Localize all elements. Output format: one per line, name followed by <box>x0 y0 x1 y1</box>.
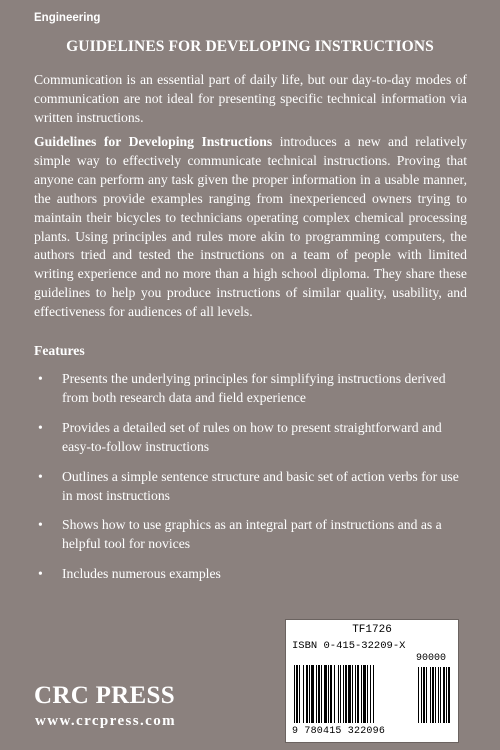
barcode-bar <box>334 665 335 723</box>
feature-text: Outlines a simple sentence structure and basic set of action verbs for use in most instructions <box>62 468 459 503</box>
barcode-bar <box>303 665 304 723</box>
barcode-bar <box>367 665 368 723</box>
barcode-addon-bar <box>426 667 427 723</box>
barcode-addon-bar <box>423 667 425 723</box>
barcode-bar <box>294 665 295 723</box>
barcode-addon-bar <box>430 667 431 723</box>
barcode-bar <box>309 665 310 723</box>
barcode-bar <box>370 665 371 723</box>
feature-item <box>34 468 467 506</box>
features-heading: Features <box>34 343 85 358</box>
barcode-bar <box>345 665 347 723</box>
barcode-bar <box>306 665 308 723</box>
barcode-bar <box>373 665 374 723</box>
barcode-bar <box>361 665 362 723</box>
barcode-addon-bar <box>446 667 447 723</box>
book-title: GUIDELINES FOR DEVELOPING INSTRUCTIONS <box>66 38 434 55</box>
barcode-bar <box>324 665 327 723</box>
barcode-bar <box>311 665 314 723</box>
barcode-bar <box>299 665 300 723</box>
barcode-addon-bar <box>448 667 450 723</box>
feature-item <box>34 419 467 457</box>
bullet-icon: • <box>38 419 43 435</box>
barcode-addon-bar <box>432 667 434 723</box>
bullet-icon: • <box>38 468 43 484</box>
barcode-addon-bar <box>440 667 441 723</box>
barcode-addon-bar <box>421 667 422 723</box>
features-list <box>34 370 467 595</box>
feature-text: Provides a detailed set of rules on how to present straightforward and easy-to-follow instructions <box>62 419 442 454</box>
barcode-bar <box>338 665 339 723</box>
barcode-bar <box>348 665 351 723</box>
barcode-bar <box>318 665 320 723</box>
bullet-icon: • <box>38 517 43 533</box>
feature-item <box>34 516 467 554</box>
barcode-bar <box>352 665 353 723</box>
barcode-bar <box>355 665 356 723</box>
barcode-icon <box>292 653 452 725</box>
isbn-text: ISBN 0-415-32209-X <box>292 640 406 652</box>
barcode-addon-bar <box>438 667 439 723</box>
barcode-addon-bar <box>443 667 445 723</box>
barcode-bar <box>328 665 329 723</box>
ean-digits: 9 780415 322096 <box>292 726 386 737</box>
description-paragraph <box>34 133 467 322</box>
feature-item <box>34 565 467 584</box>
barcode-bar <box>357 665 359 723</box>
feature-item <box>34 370 467 408</box>
feature-text: Shows how to use graphics as an integral part of instructions and as a helpful tool for novices <box>62 517 442 552</box>
description-text: introduces a new and relatively simple way to effectively communicate technical instructions. Proving that anyone can perform any task given the proper information in a usable manner, the authors provide examples ranging from inexperienced owners trying to maintain their bicycles to technicians operating complex chemical processing plants. Using principles and rules more akin to programming computers, the authors tried and tested the instructions on a team of people with limited writing experience and no more than a high school diploma. They share these guidelines to help you produce instructions of similar quality, usability, and effectiveness for audiences of all levels. <box>34 134 467 320</box>
barcode-bar <box>296 665 298 723</box>
category-label: Engineering <box>34 12 101 24</box>
publisher-url: www.crcpress.com <box>35 713 176 729</box>
bullet-icon: • <box>38 566 43 582</box>
feature-text: Presents the underlying principles for simplifying instructions derived from both research data and field experience <box>62 371 446 405</box>
publisher-logo: CRC PRESS <box>34 682 175 709</box>
barcode-bar <box>363 665 366 723</box>
barcode-addon-bar <box>418 667 419 723</box>
feature-text: Includes numerous examples <box>62 566 221 582</box>
description-book-title: Guidelines for Developing Instructions <box>34 134 273 149</box>
intro-paragraph: Communication is an essential part of daily life, but our day-to-day modes of communication are not ideal for presenting specific technical information via written instructions. <box>34 72 467 125</box>
barcode-bar <box>340 665 341 723</box>
catalog-number: TF1726 <box>352 624 392 636</box>
price-code: 90000 <box>416 653 447 664</box>
barcode-addon-bar <box>435 667 436 723</box>
bullet-icon: • <box>38 371 43 386</box>
barcode-bar <box>316 665 317 723</box>
barcode-box <box>285 619 459 743</box>
barcode-bar <box>343 665 344 723</box>
barcode-bar <box>321 665 322 723</box>
barcode-bar <box>330 665 332 723</box>
